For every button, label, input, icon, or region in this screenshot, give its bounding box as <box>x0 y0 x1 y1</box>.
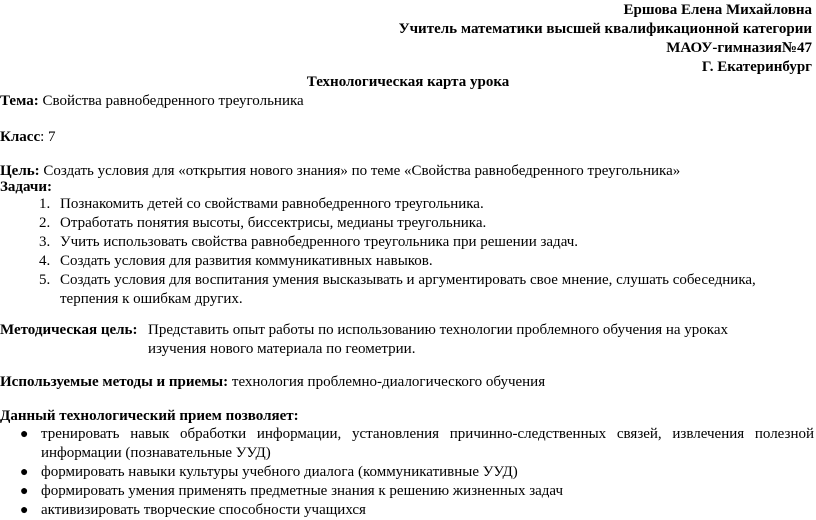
list-item <box>0 425 816 463</box>
grade-label: Класс <box>0 129 41 145</box>
methods-label: Используемые методы и приемы: <box>0 374 229 390</box>
author-school: МАОУ-гимназия№47 <box>666 40 812 56</box>
task-item <box>0 195 816 214</box>
task-text: Создать условия для воспитания умения высказывать и аргументировать свое мнение, слушать собеседника, терпения к ошибкам других. <box>60 272 756 307</box>
grade-value: : 7 <box>40 129 56 145</box>
goal-label: Цель: <box>0 163 40 179</box>
list-item-text: формировать навыки культуры учебного диалога (коммуникативные УУД) <box>41 464 518 480</box>
task-number: 3. <box>39 234 51 250</box>
task-text: Создать условия для развития коммуникативных навыков. <box>60 253 433 269</box>
bullet-icon: ● <box>20 427 29 442</box>
list-item <box>0 463 816 482</box>
tasks-list <box>0 195 816 309</box>
task-number: 1. <box>39 196 51 212</box>
task-text: Отработать понятия высоты, биссектрисы, медианы треугольника. <box>60 215 487 231</box>
methods-value: технология проблемно-диалогического обучения <box>228 374 546 390</box>
author-name: Ершова Елена Михайловна <box>623 2 812 18</box>
method-goal-text: Представить опыт работы по использованию технологии проблемного обучения на уроках изучения нового материала по геометрии. <box>148 322 729 357</box>
task-number: 2. <box>39 215 51 231</box>
task-item <box>0 214 816 233</box>
task-item <box>0 233 816 252</box>
task-item <box>0 271 800 309</box>
method-goal-label: Методическая цель: <box>0 322 138 338</box>
list-item-text: активизировать творческие способности учащихся <box>41 502 366 518</box>
list-item <box>0 482 816 501</box>
goal-line <box>0 162 680 181</box>
task-text: Учить использовать свойства равнобедренного треугольника при решении задач. <box>60 234 579 250</box>
methods-line <box>0 373 545 392</box>
task-item <box>0 252 816 271</box>
grade-line <box>0 128 56 147</box>
allows-list <box>0 425 816 520</box>
topic-label: Тема: <box>0 93 39 109</box>
list-item-text: формировать умения применять предметные знания к решению жизненных задач <box>41 483 564 499</box>
bullet-icon: ● <box>20 503 29 518</box>
author-position: Учитель математики высшей квалификационной категории <box>398 21 812 37</box>
bullet-icon: ● <box>20 465 29 480</box>
task-text: Познакомить детей со свойствами равнобедренного треугольника. <box>60 196 484 212</box>
author-city: Г. Екатеринбург <box>701 59 812 75</box>
goal-value: Создать условия для «открытия нового знания» по теме «Свойства равнобедренного треугольника» <box>39 163 681 179</box>
list-item-text: тренировать навык обработки информации, установления причинно-следственных связей, извлечения полезной информации (познавательные УУД) <box>41 426 814 461</box>
topic-value: Свойства равнобедренного треугольника <box>38 93 304 109</box>
topic-line <box>0 92 304 111</box>
document-title: Технологическая карта урока <box>306 74 510 90</box>
allows-label: Данный технологический прием позволяет: <box>0 408 299 424</box>
task-number: 4. <box>39 253 51 269</box>
list-item <box>0 501 816 520</box>
tasks-label: Задачи: <box>0 179 53 195</box>
task-number: 5. <box>39 272 51 288</box>
author-block <box>399 1 812 77</box>
bullet-icon: ● <box>20 484 29 499</box>
